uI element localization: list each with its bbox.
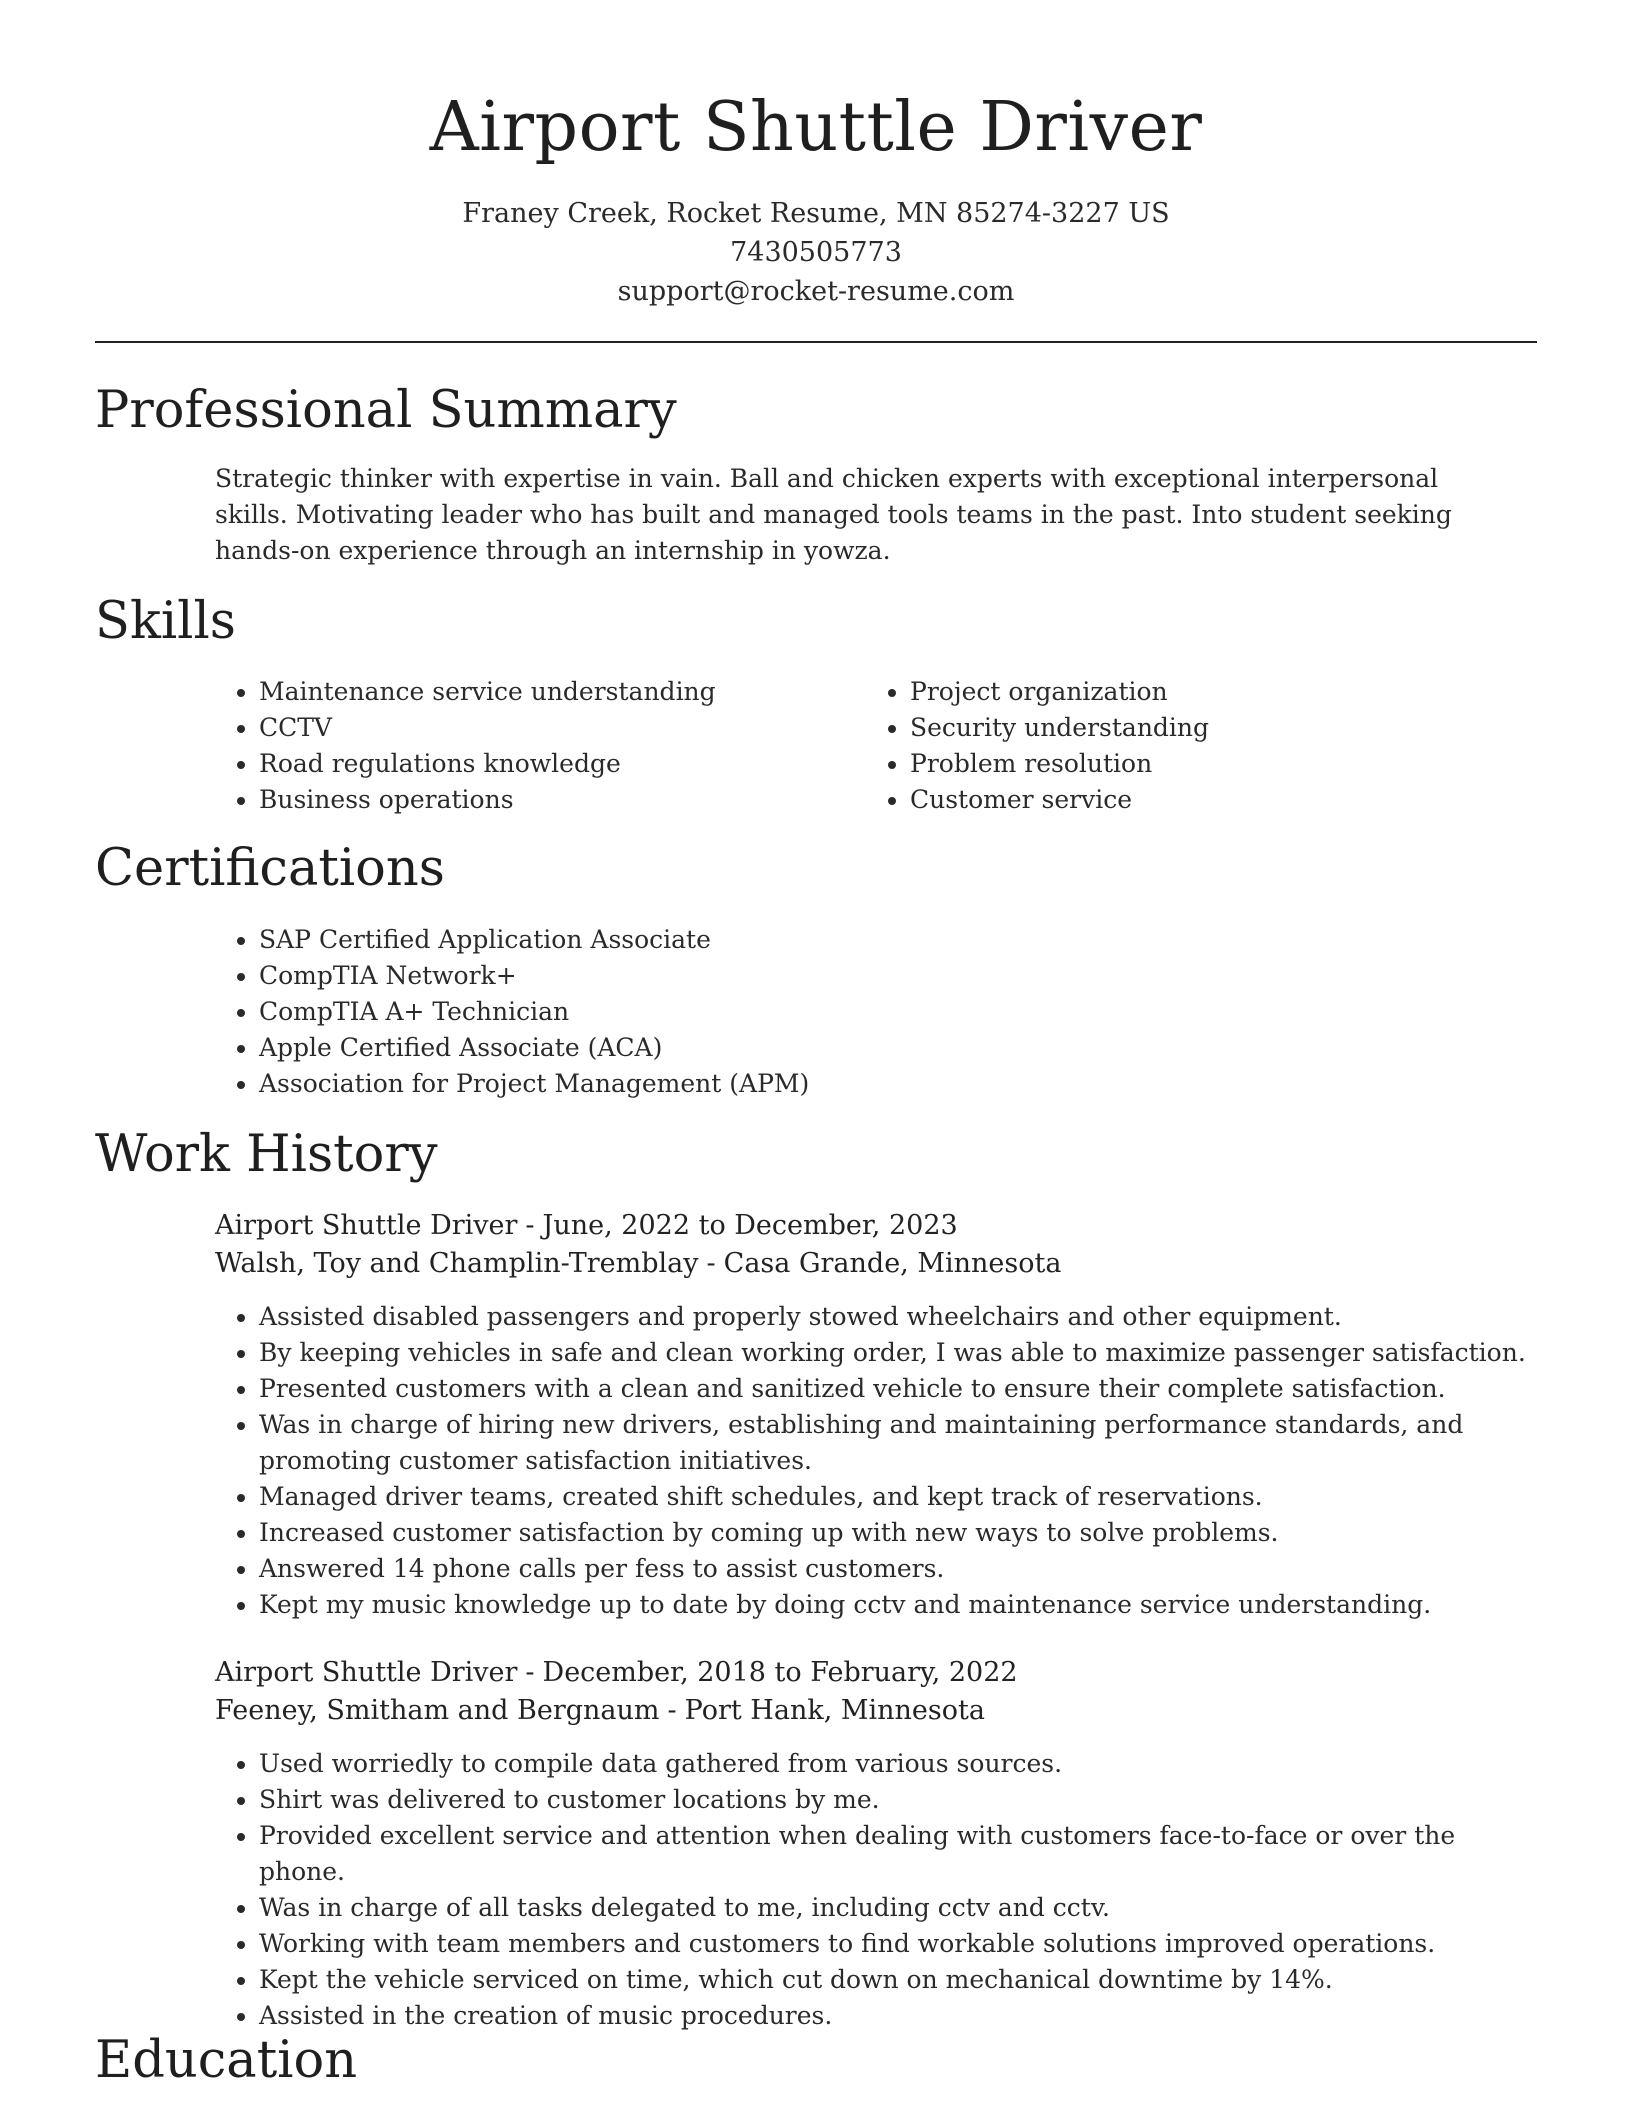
contact-address: Franey Creek, Rocket Resume, MN 85274-3227 US xyxy=(462,198,1170,229)
skill-item: • Maintenance service understanding xyxy=(259,674,835,710)
job-bullets xyxy=(215,1299,1535,1623)
job-bullet: • Used worriedly to compile data gathered from various sources. xyxy=(259,1746,1535,1782)
job-location: Casa Grande, Minnesota xyxy=(723,1248,1062,1279)
section-title-education: Education xyxy=(95,2031,358,2090)
contact-info xyxy=(0,194,1632,311)
job-bullet: • Answered 14 phone calls per fess to assist customers. xyxy=(259,1551,1535,1587)
job-company-line xyxy=(215,1245,1535,1283)
certification-item: • Apple Certified Associate (ACA) xyxy=(259,1030,1515,1066)
section-title-certifications: Certifications xyxy=(95,839,445,898)
job-title: Airport Shuttle Driver xyxy=(215,1657,518,1688)
resume-header xyxy=(0,0,1632,311)
skills-column-left xyxy=(215,674,835,818)
job-bullet: • Provided excellent service and attention when dealing with customers face-to-face or over the phone. xyxy=(259,1818,1535,1890)
candidate-name: Airport Shuttle Driver xyxy=(429,88,1203,167)
job-company: Feeney, Smitham and Bergnaum xyxy=(215,1695,660,1726)
job-bullet: • Increased customer satisfaction by coming up with new ways to solve problems. xyxy=(259,1515,1535,1551)
job-bullet: • Shirt was delivered to customer locations by me. xyxy=(259,1782,1535,1818)
job-entry xyxy=(215,1654,1535,2034)
job-entry xyxy=(215,1207,1535,1623)
skill-item: • Security understanding xyxy=(910,710,1486,746)
skills-list-left xyxy=(215,674,835,818)
job-separator: - xyxy=(667,1695,677,1726)
job-bullet: • Assisted in the creation of music procedures. xyxy=(259,1998,1535,2034)
section-title-skills: Skills xyxy=(95,592,236,651)
summary-text: Strategic thinker with expertise in vain. Ball and chicken experts with exceptional interpersonal skills. Motivating leader who has built and managed tools teams in the past. Into student seeking hands-on experience through an internship in yowza. xyxy=(215,464,1452,565)
job-dates: June, 2022 to December, 2023 xyxy=(542,1210,958,1241)
contact-email: support@rocket-resume.com xyxy=(617,276,1015,307)
skill-item: • CCTV xyxy=(259,710,835,746)
certification-item: • CompTIA A+ Technician xyxy=(259,994,1515,1030)
skill-item: • Road regulations knowledge xyxy=(259,746,835,782)
skill-item: • Business operations xyxy=(259,782,835,818)
job-bullet: • By keeping vehicles in safe and clean working order, I was able to maximize passenger satisfaction. xyxy=(259,1335,1535,1371)
job-title: Airport Shuttle Driver xyxy=(215,1210,518,1241)
job-bullet: • Kept my music knowledge up to date by doing cctv and maintenance service understanding. xyxy=(259,1587,1535,1623)
certifications-list xyxy=(215,922,1515,1102)
job-bullets xyxy=(215,1746,1535,2034)
job-company: Walsh, Toy and Champlin-Tremblay xyxy=(215,1248,699,1279)
job-location: Port Hank, Minnesota xyxy=(684,1695,985,1726)
job-bullet: • Was in charge of hiring new drivers, establishing and maintaining performance standards, and promoting customer satisfaction initiatives. xyxy=(259,1407,1535,1479)
job-bullet: • Presented customers with a clean and sanitized vehicle to ensure their complete satisfaction. xyxy=(259,1371,1535,1407)
section-title-summary: Professional Summary xyxy=(95,381,677,440)
header-divider xyxy=(95,341,1537,343)
skill-item: • Problem resolution xyxy=(910,746,1486,782)
job-separator: - xyxy=(525,1210,535,1241)
skill-item: • Project organization xyxy=(910,674,1486,710)
certifications-block xyxy=(215,922,1515,1102)
certification-item: • Association for Project Management (APM) xyxy=(259,1066,1515,1102)
job-bullet: • Managed driver teams, created shift schedules, and kept track of reservations. xyxy=(259,1479,1535,1515)
certification-item: • CompTIA Network+ xyxy=(259,958,1515,994)
skills-list-right xyxy=(866,674,1486,818)
job-dates: December, 2018 to February, 2022 xyxy=(542,1657,1018,1688)
job-bullet: • Kept the vehicle serviced on time, which cut down on mechanical downtime by 14%. xyxy=(259,1962,1535,1998)
skill-item: • Customer service xyxy=(910,782,1486,818)
section-title-work-history: Work History xyxy=(95,1125,438,1184)
job-separator: - xyxy=(525,1657,535,1688)
job-bullet: • Was in charge of all tasks delegated to me, including cctv and cctv. xyxy=(259,1890,1535,1926)
job-separator: - xyxy=(706,1248,716,1279)
job-bullet: • Working with team members and customers to find workable solutions improved operations. xyxy=(259,1926,1535,1962)
contact-phone: 7430505773 xyxy=(730,237,902,268)
job-bullet: • Assisted disabled passengers and properly stowed wheelchairs and other equipment. xyxy=(259,1299,1535,1335)
job-company-line xyxy=(215,1692,1535,1730)
job-title-line xyxy=(215,1654,1535,1692)
skills-column-right xyxy=(866,674,1486,818)
job-title-line xyxy=(215,1207,1535,1245)
certification-item: • SAP Certified Application Associate xyxy=(259,922,1515,958)
